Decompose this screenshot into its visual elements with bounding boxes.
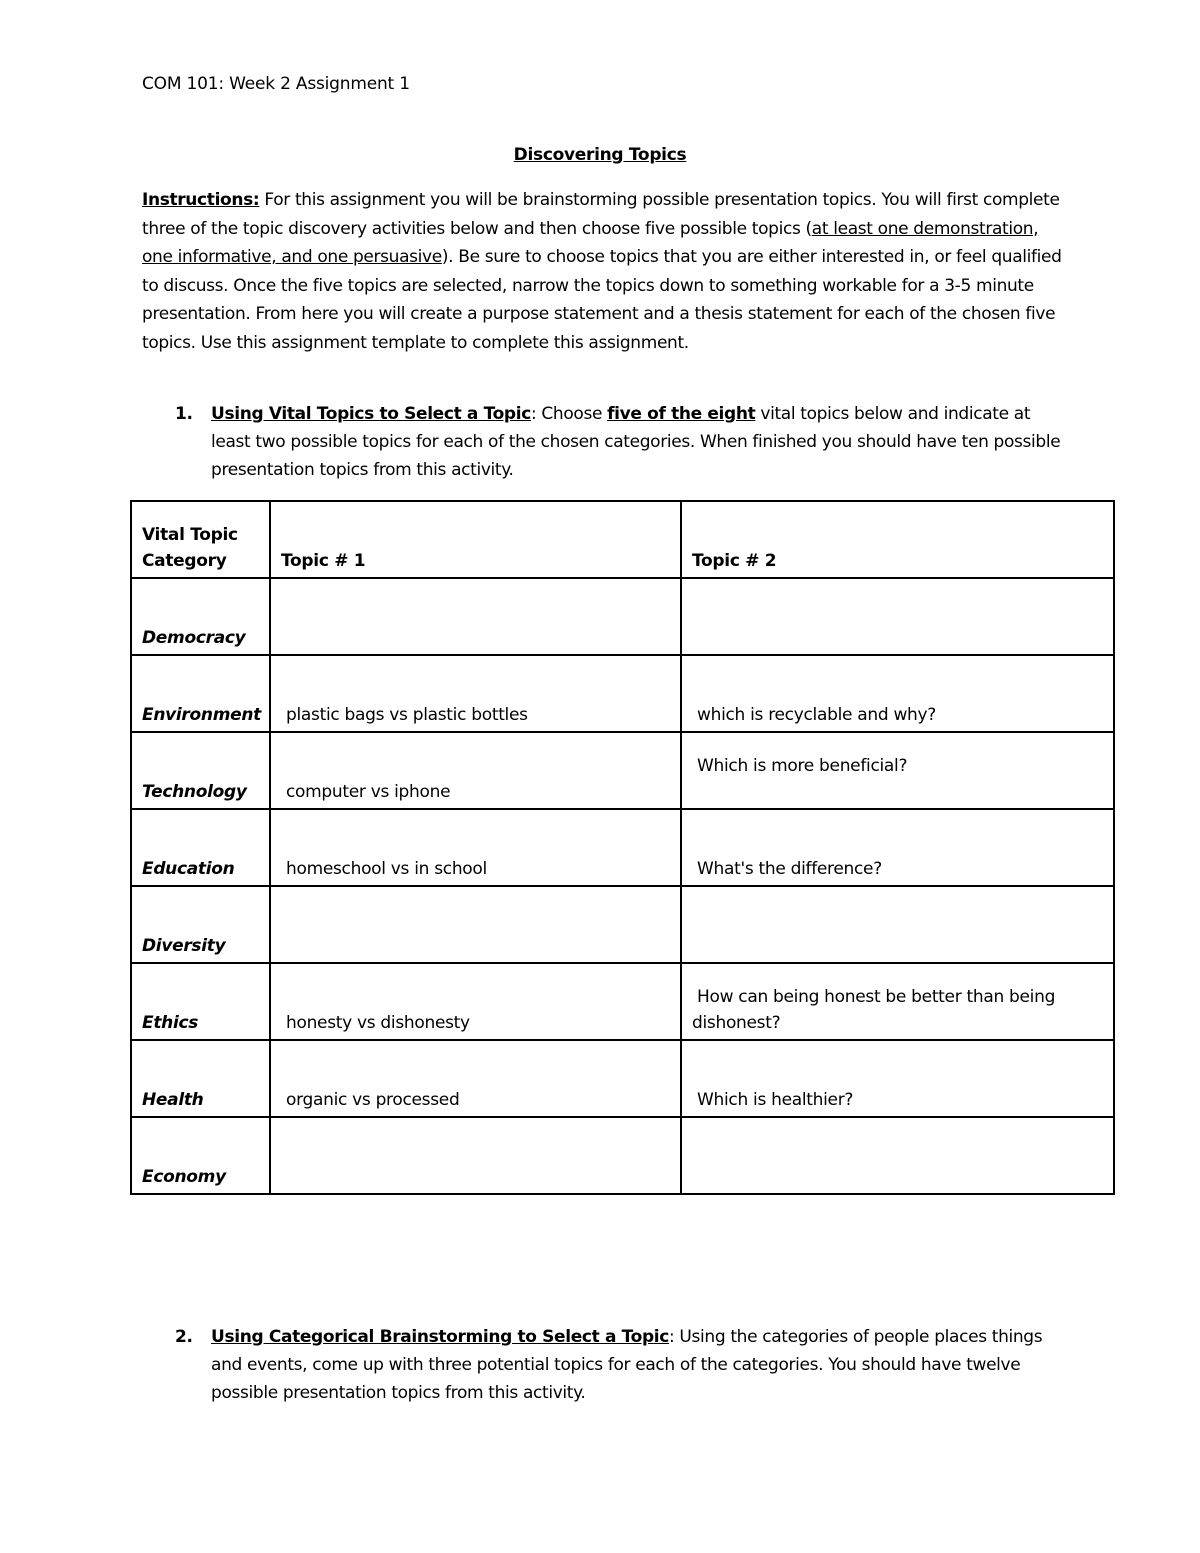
header-category <box>131 501 270 578</box>
activity-1 <box>142 400 1072 484</box>
instructions-label: Instructions: <box>142 190 260 210</box>
topic-1-cell[interactable] <box>270 578 681 655</box>
topic-2-cell[interactable]: which is recyclable and why? <box>681 655 1114 732</box>
instructions-text-b: ). Be sure to choose topics that you are either interested in, or feel qualified to discuss. Once the five topics are selected, narrow the topics down to something workable for a 3-5 minute presentation. From here you will create a purpose statement and a thesis statement for each of the chosen five topics. Use this assignment template to complete this assignment. <box>142 247 1062 353</box>
table-row <box>131 1040 1114 1117</box>
topic-2-cell[interactable]: Which is healthier? <box>681 1040 1114 1117</box>
topic-2-cell[interactable]: What's the difference? <box>681 809 1114 886</box>
table-header-row <box>131 501 1114 578</box>
instructions-underlined-text: at least one demonstration, one informative, and one persuasive <box>142 218 1039 268</box>
header-topic-2: Topic # 2 <box>681 501 1114 578</box>
category-cell: Education <box>131 809 270 886</box>
topic-1-cell[interactable]: homeschool vs in school <box>270 809 681 886</box>
category-cell: Health <box>131 1040 270 1117</box>
topic-1-cell[interactable]: organic vs processed <box>270 1040 681 1117</box>
topic-2-cell[interactable] <box>681 963 1114 1040</box>
activity-1-text-a: : Choose <box>530 404 608 424</box>
header-topic-1: Topic # 1 <box>270 501 681 578</box>
category-cell: Ethics <box>131 963 270 1040</box>
topic-2-cell[interactable] <box>681 1117 1114 1194</box>
activity-2-text <box>211 1323 1072 1407</box>
activity-1-text-b: vital topics below and indicate at least two possible topics for each of the chosen categories. When finished you should have ten possible presentation topics from this activity. <box>211 404 1061 480</box>
activity-2-label: Using Categorical Brainstorming to Select a Topic <box>211 1327 669 1347</box>
table-row <box>131 886 1114 963</box>
category-cell: Economy <box>131 1117 270 1194</box>
category-cell: Diversity <box>131 886 270 963</box>
category-cell: Environment <box>131 655 270 732</box>
activity-2-number: 2. <box>175 1327 193 1347</box>
table-row <box>131 578 1114 655</box>
course-header: COM 101: Week 2 Assignment 1 <box>142 74 410 94</box>
table-row <box>131 655 1114 732</box>
header-category-line2: Category <box>142 551 227 571</box>
activity-1-label: Using Vital Topics to Select a Topic <box>211 404 531 424</box>
category-cell: Democracy <box>131 578 270 655</box>
activity-1-text <box>211 400 1072 484</box>
topic-2-cell[interactable] <box>681 732 1114 809</box>
topic-2-cell[interactable] <box>681 578 1114 655</box>
activity-2-text-body: : Using the categories of people places things and events, come up with three potential topics for each of the categories. You should have twelve possible presentation topics from this activity. <box>211 1327 1043 1403</box>
topic-1-cell[interactable] <box>270 1117 681 1194</box>
activity-1-emphasis: five of the eight <box>607 404 756 424</box>
topic-2-line-2: dishonest? <box>692 1013 781 1033</box>
instructions-paragraph <box>142 186 1072 358</box>
topic-1-cell[interactable]: plastic bags vs plastic bottles <box>270 655 681 732</box>
table-row <box>131 963 1114 1040</box>
topic-1-cell[interactable]: honesty vs dishonesty <box>270 963 681 1040</box>
activity-1-number: 1. <box>175 404 193 424</box>
topic-2-cell[interactable] <box>681 886 1114 963</box>
table-row <box>131 732 1114 809</box>
topic-1-cell[interactable]: computer vs iphone <box>270 732 681 809</box>
table-row <box>131 809 1114 886</box>
vital-topics-table <box>130 500 1115 1195</box>
activity-2 <box>142 1323 1072 1407</box>
header-category-line1: Vital Topic <box>142 525 238 545</box>
instructions-text-a: For this assignment you will be brainstorming possible presentation topics. You will first complete three of the topic discovery activities below and then choose five possible topics ( <box>142 190 1060 239</box>
topic-2-line-1: How can being honest be better than being <box>697 987 1056 1007</box>
category-cell: Technology <box>131 732 270 809</box>
table-row <box>131 1117 1114 1194</box>
topic-1-cell[interactable] <box>270 886 681 963</box>
page-title: Discovering Topics <box>513 145 687 165</box>
topic-2-text: Which is more beneficial? <box>697 756 908 776</box>
